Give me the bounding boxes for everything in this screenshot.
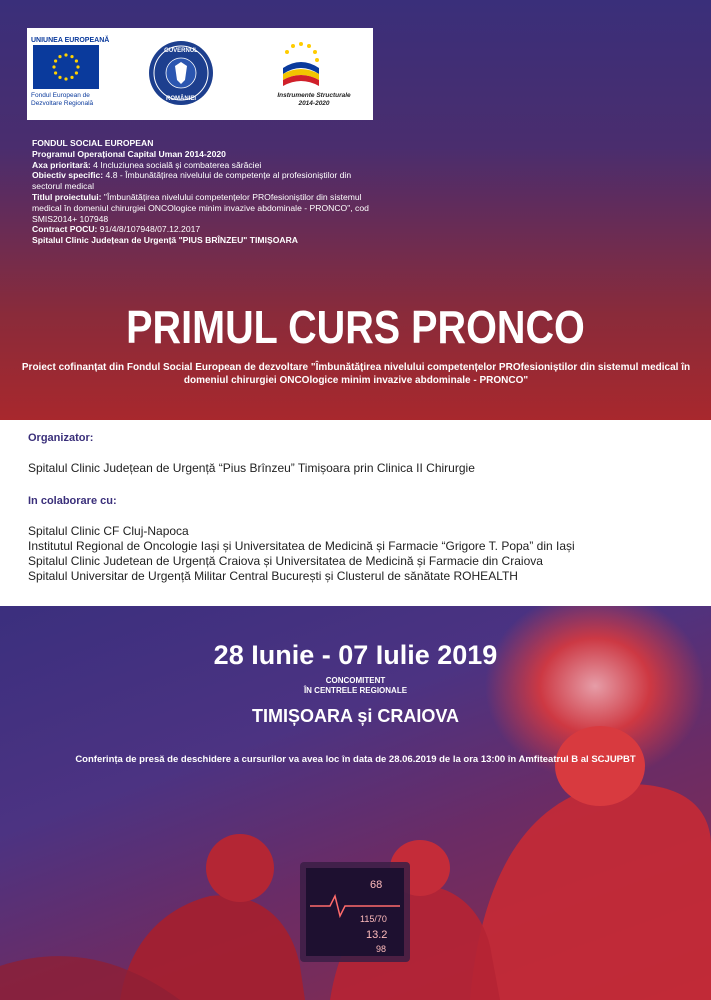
event-date: 28 Iunie - 07 Iulie 2019: [213, 640, 498, 670]
government-seal-icon: [148, 40, 214, 106]
monitor-value: 13.2: [366, 929, 388, 941]
erdf-label: Fondul European de Dezvoltare Regională: [31, 92, 94, 107]
svg-text:ROMÂNIEI: ROMÂNIEI: [166, 96, 196, 102]
contract-value: 91/4/8/107948/07.12.2017: [97, 224, 201, 235]
page-title: PRIMUL CURS PRONCO: [126, 301, 585, 353]
hospital-name: Spitalul Clinic Județean de Urgență "PIUS BRÎNZEU" TIMIȘOARA: [32, 235, 298, 246]
project-info: [32, 138, 372, 246]
structural-instruments-logo-icon: [275, 40, 327, 90]
structural-instruments-label: Instrumente Structurale 2014-2020: [277, 92, 351, 107]
organizer-text: Spitalul Clinic Județean de Urgență “Pius Brînzeu” Timișoara prin Clinica II Chirurgie: [28, 461, 475, 475]
program-name: Programul Operațional Capital Uman 2014-2020: [32, 148, 226, 159]
organizer-label: Organizator:: [28, 432, 94, 444]
project-subtitle: Proiect cofinanțat din Fondul Social European de dezvoltare "Îmbunătățirea nivelului competențelor PROfesioniștilor din sistemul medical în domeniul chirurgiei ONCOlogice minim invazive abdominale - PRONCO": [21, 362, 691, 386]
collab-item: Spitalul Clinic Judetean de Urgență Craiova și Universitatea de Medicină și Farmacie din Craiova: [28, 554, 543, 568]
monitor-value: 115/70: [360, 914, 387, 924]
collab-item: Spitalul Universitar de Urgență Militar Central București și Clusterul de sănătate ROHEALTH: [28, 569, 518, 583]
organizers-section: [0, 420, 711, 606]
monitor-value: 98: [376, 944, 387, 954]
concomitent-label: CONCOMITENT ÎN CENTRELE REGIONALE: [303, 676, 408, 695]
objective-label: Obiectiv specific:: [32, 170, 104, 181]
eu-label: UNIUNEA EUROPEANĂ: [31, 37, 110, 44]
logos-panel: [27, 28, 373, 120]
press-conference-note: Conferința de presă de deschidere a cursurilor va avea loc în data de 28.06.2019 de la ora 13:00 în Amfiteatrul B al SCJUPBT: [75, 754, 636, 765]
contract-label: Contract POCU:: [32, 224, 98, 235]
monitor-value: 68: [370, 879, 383, 891]
axis-label: Axa prioritară:: [32, 159, 91, 170]
project-value: "Îmbunătățirea nivelului competențelor PROfesioniștilor din sistemul medical în domeniul chirurgiei ONCOlogice minim invazive abdominale - PRONCO", cod SMIS2014+ 107948: [32, 191, 369, 224]
objective-value: 4.8 - Îmbunătățirea nivelului de competențe al profesioniștilor din sectorul medical: [32, 170, 352, 192]
collab-item: Spitalul Clinic CF Cluj-Napoca: [28, 524, 189, 538]
header-section: [0, 0, 711, 420]
event-section: [0, 606, 711, 1000]
collab-item: Institutul Regional de Oncologie Iași și Universitatea de Medicină și Farmacie “Grigore T. Popa” din Iași: [28, 539, 575, 553]
svg-text:GUVERNUL: GUVERNUL: [164, 48, 198, 54]
fund-name: FONDUL SOCIAL EUROPEAN: [32, 138, 154, 148]
project-label: Titlul proiectului:: [32, 191, 102, 202]
event-cities: TIMIȘOARA și CRAIOVA: [251, 706, 459, 726]
axis-value: 4 Incluziunea socială și combaterea sărăciei: [90, 159, 262, 170]
collab-label: In colaborare cu:: [28, 495, 117, 507]
eu-flag-icon: [33, 45, 99, 89]
